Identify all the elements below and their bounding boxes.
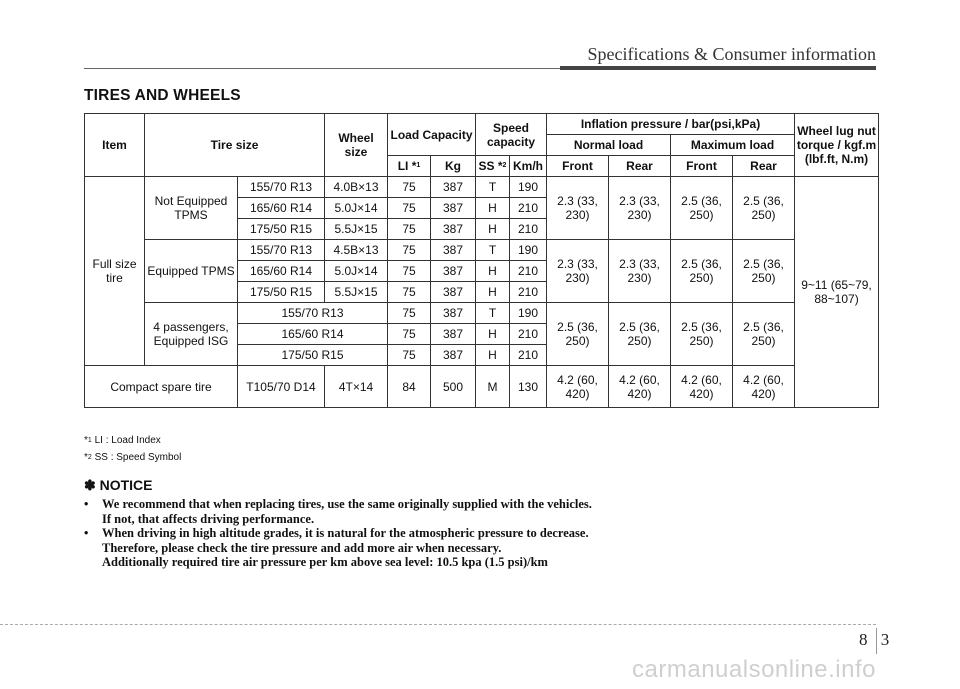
kmh-cell: 190 — [510, 303, 547, 324]
tire-size-cell: 165/60 R14 — [238, 324, 388, 345]
footnote-ss — [84, 449, 181, 466]
li-cell: 75 — [388, 219, 431, 240]
li-cell: 75 — [388, 177, 431, 198]
group-4-passengers-isg: 4 passengers, Equipped ISG — [145, 303, 238, 366]
wheel-size-cell: 5.0J×14 — [325, 198, 388, 219]
pressure-max-front: 4.2 (60, 420) — [671, 366, 733, 408]
header-tire-size: Tire size — [145, 114, 325, 177]
pressure-normal-front: 2.3 (33, 230) — [547, 240, 609, 303]
kg-cell: 387 — [431, 345, 476, 366]
kmh-cell: 210 — [510, 282, 547, 303]
notice-title: ✽ NOTICE — [84, 477, 153, 493]
notice-list — [84, 497, 884, 570]
pressure-normal-front: 2.5 (36, 250) — [547, 303, 609, 366]
ss-cell: H — [476, 261, 510, 282]
group-equipped-tpms: Equipped TPMS — [145, 240, 238, 303]
li-cell: 84 — [388, 366, 431, 408]
kg-cell: 387 — [431, 177, 476, 198]
wheel-size-cell: 4T×14 — [325, 366, 388, 408]
pressure-max-front: 2.5 (36, 250) — [671, 303, 733, 366]
page-title: TIRES AND WHEELS — [84, 87, 241, 104]
footnote-li — [84, 432, 181, 449]
notice-line: When driving in high altitude grades, it is natural for the atmospheric pressure to decrease. — [102, 526, 589, 540]
footnote-mark: * — [84, 452, 88, 463]
kmh-cell: 210 — [510, 198, 547, 219]
kmh-cell: 210 — [510, 324, 547, 345]
bullet-icon: • — [84, 526, 89, 540]
tire-size-cell: 165/60 R14 — [238, 198, 325, 219]
li-cell: 75 — [388, 282, 431, 303]
kg-cell: 387 — [431, 324, 476, 345]
pressure-normal-rear: 4.2 (60, 420) — [609, 366, 671, 408]
header-kmh: Km/h — [510, 156, 547, 177]
pressure-max-rear: 2.5 (36, 250) — [733, 303, 795, 366]
wheel-size-cell: 4.0B×13 — [325, 177, 388, 198]
pressure-normal-rear: 2.5 (36, 250) — [609, 303, 671, 366]
ss-cell: H — [476, 282, 510, 303]
footnotes — [84, 432, 181, 466]
footnote-sup: 1 — [87, 437, 92, 444]
kmh-cell: 190 — [510, 240, 547, 261]
li-cell: 75 — [388, 240, 431, 261]
header-wheel-size: Wheel size — [325, 114, 388, 177]
ss-cell: H — [476, 219, 510, 240]
li-cell: 75 — [388, 345, 431, 366]
header-inflation-pressure: Inflation pressure / bar(psi,kPa) — [547, 114, 795, 135]
tire-size-cell: 155/70 R13 — [238, 240, 325, 261]
wheel-size-cell: 5.0J×14 — [325, 261, 388, 282]
header-accent-bar — [560, 66, 876, 70]
tire-size-cell: 155/70 R13 — [238, 177, 325, 198]
kg-cell: 500 — [431, 366, 476, 408]
header-ss-sup: 2 — [502, 162, 507, 169]
wheel-lug-torque-value: 9~11 (65~79, 88~107) — [795, 177, 879, 408]
wheel-size-cell: 5.5J×15 — [325, 219, 388, 240]
page-number-divider — [876, 628, 877, 654]
ss-cell: T — [476, 177, 510, 198]
page-number-value: 3 — [880, 630, 890, 649]
kg-cell: 387 — [431, 240, 476, 261]
notice-line: Therefore, please check the tire pressure and add more air when necessary. — [102, 540, 502, 555]
ss-cell: M — [476, 366, 510, 408]
table-row — [85, 303, 879, 324]
notice-line: If not, that affects driving performance. — [102, 511, 315, 526]
kmh-cell: 130 — [510, 366, 547, 408]
tire-size-cell: 175/50 R15 — [238, 219, 325, 240]
footnote-text: LI : Load Index — [91, 435, 161, 446]
bullet-icon: • — [84, 497, 89, 511]
table-row — [85, 366, 879, 408]
section-header-title: Specifications & Consumer information — [587, 44, 876, 64]
li-cell: 75 — [388, 303, 431, 324]
ss-cell: T — [476, 240, 510, 261]
watermark: carmanualsonline.info — [632, 656, 876, 683]
li-cell: 75 — [388, 198, 431, 219]
pressure-max-rear: 2.5 (36, 250) — [733, 240, 795, 303]
pressure-normal-front: 4.2 (60, 420) — [547, 366, 609, 408]
pressure-max-rear: 4.2 (60, 420) — [733, 366, 795, 408]
pressure-normal-rear: 2.3 (33, 230) — [609, 240, 671, 303]
kg-cell: 387 — [431, 219, 476, 240]
header-max-front: Front — [671, 156, 733, 177]
list-item — [84, 526, 884, 570]
page-number — [859, 630, 889, 650]
header-load-capacity: Load Capacity — [388, 114, 476, 156]
kg-cell: 387 — [431, 198, 476, 219]
ss-cell: H — [476, 345, 510, 366]
full-size-tire-label: Full size tire — [85, 177, 145, 366]
header-normal-front: Front — [547, 156, 609, 177]
kg-cell: 387 — [431, 282, 476, 303]
footnote-text: SS : Speed Symbol — [91, 452, 182, 463]
wheel-size-cell: 5.5J×15 — [325, 282, 388, 303]
pressure-normal-front: 2.3 (33, 230) — [547, 177, 609, 240]
li-cell: 75 — [388, 324, 431, 345]
notice-line: Additionally required tire air pressure per km above sea level: 10.5 kpa (1.5 psi)/km — [102, 555, 548, 569]
tire-size-cell: 175/50 R15 — [238, 282, 325, 303]
li-cell: 75 — [388, 261, 431, 282]
footnote-sup: 2 — [87, 454, 92, 461]
header-wheel-lug-torque: Wheel lug nut torque / kgf.m (lbf.ft, N.m) — [795, 114, 879, 177]
kmh-cell: 190 — [510, 177, 547, 198]
header-ss — [476, 156, 510, 177]
header-li-sup: 1 — [416, 162, 421, 169]
kmh-cell: 210 — [510, 345, 547, 366]
pressure-normal-rear: 2.3 (33, 230) — [609, 177, 671, 240]
chapter-number: 8 — [859, 630, 868, 649]
kmh-cell: 210 — [510, 261, 547, 282]
footer-divider — [0, 624, 876, 625]
list-item — [84, 497, 884, 526]
tires-wheels-table — [84, 113, 879, 408]
ss-cell: H — [476, 324, 510, 345]
header-item: Item — [85, 114, 145, 177]
pressure-max-front: 2.5 (36, 250) — [671, 177, 733, 240]
wheel-size-cell: 4.5B×13 — [325, 240, 388, 261]
table-row — [85, 240, 879, 261]
kg-cell: 387 — [431, 261, 476, 282]
tire-size-cell: T105/70 D14 — [238, 366, 325, 408]
header-normal-rear: Rear — [609, 156, 671, 177]
pressure-max-front: 2.5 (36, 250) — [671, 240, 733, 303]
header-max-rear: Rear — [733, 156, 795, 177]
kg-cell: 387 — [431, 303, 476, 324]
compact-spare-label: Compact spare tire — [85, 366, 238, 408]
header-normal-load: Normal load — [547, 135, 671, 156]
ss-cell: T — [476, 303, 510, 324]
header-kg: Kg — [431, 156, 476, 177]
kmh-cell: 210 — [510, 219, 547, 240]
pressure-max-rear: 2.5 (36, 250) — [733, 177, 795, 240]
header-li-text: LI * — [397, 159, 417, 173]
tire-size-cell: 165/60 R14 — [238, 261, 325, 282]
ss-cell: H — [476, 198, 510, 219]
group-not-equipped-tpms: Not Equipped TPMS — [145, 177, 238, 240]
notice-line: We recommend that when replacing tires, use the same originally supplied with the vehicles. — [102, 497, 592, 511]
tire-size-cell: 175/50 R15 — [238, 345, 388, 366]
footnote-mark: * — [84, 435, 88, 446]
table-row — [85, 177, 879, 198]
tire-size-cell: 155/70 R13 — [238, 303, 388, 324]
header-speed-capacity: Speed capacity — [476, 114, 547, 156]
header-li — [388, 156, 431, 177]
header-ss-text: SS * — [478, 159, 503, 173]
header-maximum-load: Maximum load — [671, 135, 795, 156]
